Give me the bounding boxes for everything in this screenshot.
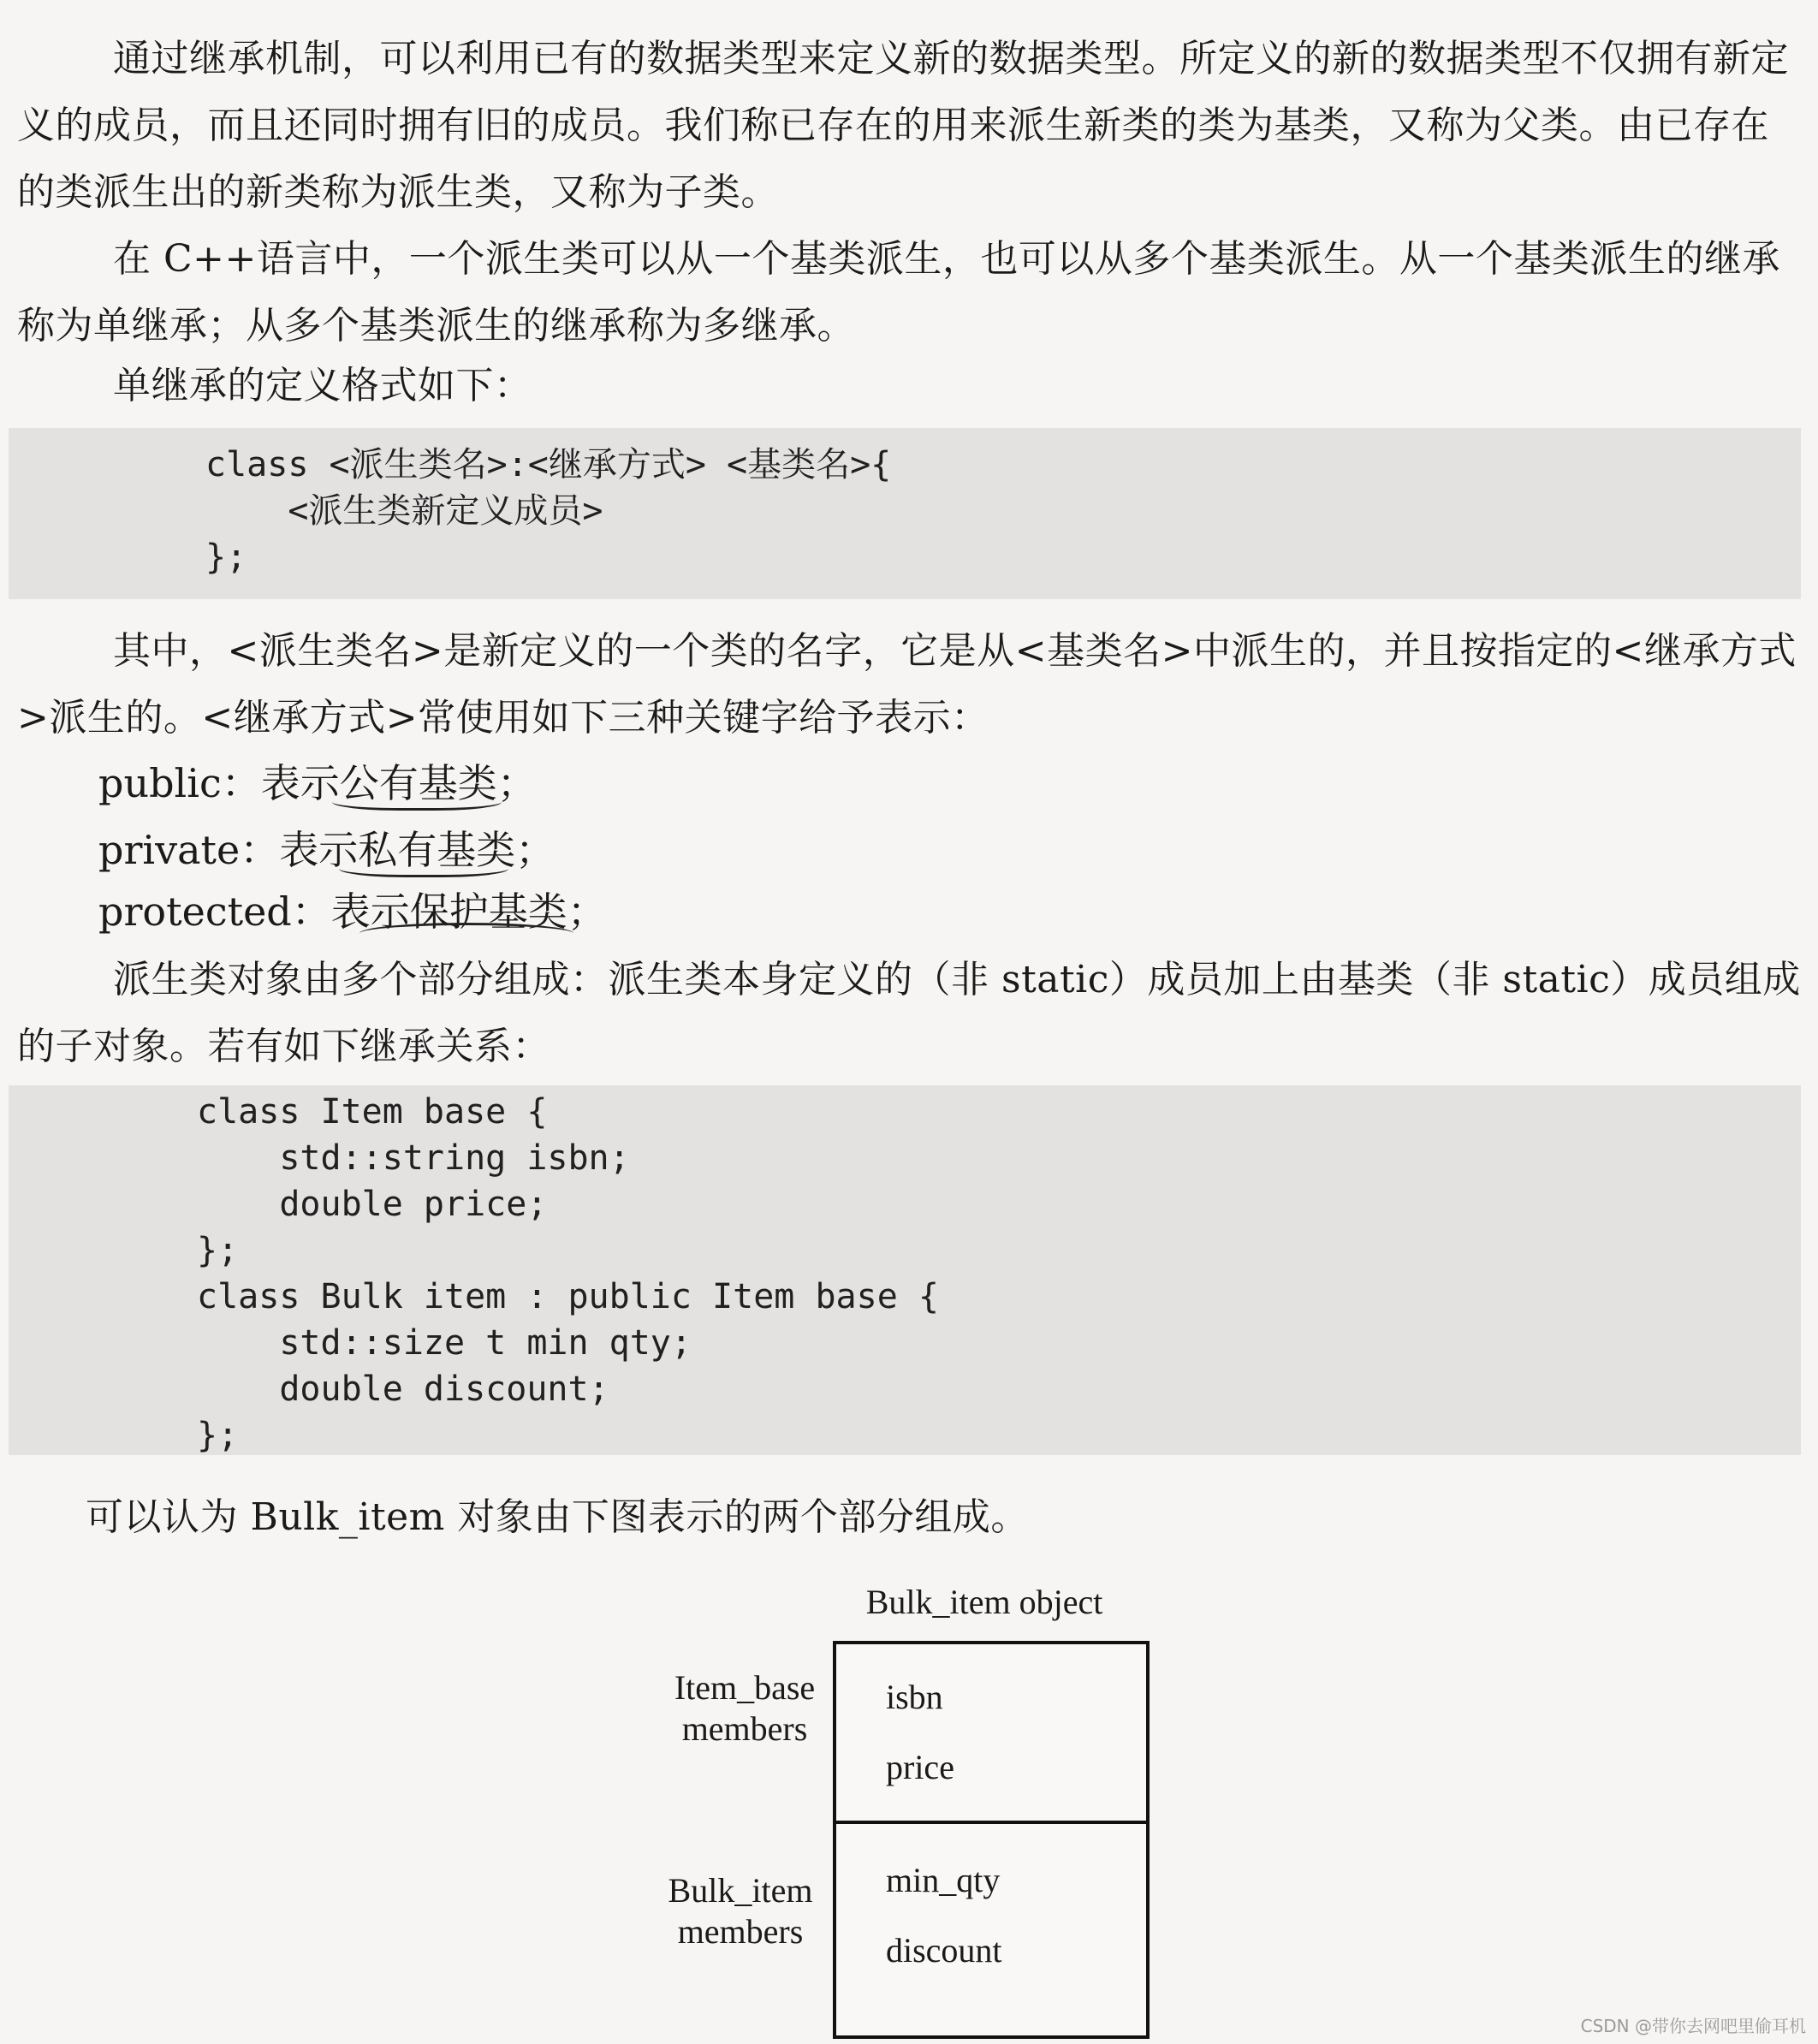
code-block-definition-format (9, 428, 1801, 599)
handwritten-underline (359, 923, 573, 944)
diagram-title: Bulk_item object (865, 1583, 1103, 1621)
handwritten-underline (332, 789, 502, 811)
paragraph-diagram-intro: 可以认为 Bulk_item 对象由下图表示的两个部分组成。 (86, 1495, 1029, 1539)
field-price: price (886, 1748, 954, 1786)
watermark: CSDN @带你去网吧里偷耳机 (1580, 2016, 1806, 2036)
derived-label-line: members (677, 1912, 804, 1951)
code-line: double discount; (197, 1370, 609, 1409)
paragraph-single-inheritance-format: 单继承的定义格式如下： (113, 364, 532, 407)
code-line: }; (197, 1231, 239, 1270)
code-line: class <派生类名>:<继承方式> <基类名>{ (205, 445, 892, 484)
keyword-public: public：表示公有基类； (98, 760, 537, 806)
base-members-label (659, 1667, 830, 1750)
derived-members-label (655, 1870, 826, 1952)
base-label-line: members (681, 1709, 808, 1748)
paragraph-single-multiple-inheritance: 在 C++语言中，一个派生类可以从一个基类派生，也可以从多个基类派生。从一个基类派生的继承称为单继承；从多个基类派生的继承称为多继承。 (17, 237, 1780, 348)
handwritten-underline (339, 856, 508, 877)
base-label-line: Item_base (674, 1668, 816, 1707)
paragraph-inheritance-intro: 通过继承机制，可以利用已有的数据类型来定义新的数据类型。所定义的新的数据类型不仅拥有新定义的成员，而且还同时拥有旧的成员。我们称已存在的用来派生新类的类为基类，又称为父类。由已存在的类派生出的新类称为派生类，又称为子类。 (17, 37, 1789, 214)
code-line: std::string isbn; (197, 1138, 630, 1178)
code-line: double price; (197, 1185, 548, 1224)
field-discount: discount (886, 1931, 1002, 1970)
derived-label-line: Bulk_item (668, 1871, 813, 1910)
paragraph-derived-object-composition: 派生类对象由多个部分组成：派生类本身定义的（非 static）成员加上由基类（非 static）成员组成的子对象。若有如下继承关系： (17, 958, 1801, 1068)
field-isbn: isbn (886, 1678, 943, 1716)
object-box (833, 1641, 1150, 2039)
code-block-class-example (9, 1085, 1801, 1455)
code-line: class Bulk item : public Item base { (197, 1277, 939, 1316)
paragraph-inheritance-explanation: 其中，<派生类名>是新定义的一个类的名字，它是从<基类名>中派生的，并且按指定的<继承方式>派生的。<继承方式>常使用如下三种关键字给予表示： (17, 629, 1797, 740)
code-line: class Item base { (197, 1092, 548, 1132)
field-min-qty: min_qty (886, 1861, 1001, 1899)
code-line: }; (197, 1416, 239, 1455)
keyword-protected: protected：表示保护基类； (98, 888, 607, 935)
section-divider (836, 1821, 1146, 1824)
code-line: <派生类新定义成员> (205, 491, 603, 531)
code-line: }; (205, 538, 247, 577)
keyword-private: private：表示私有基类； (98, 827, 556, 873)
code-line: std::size t min qty; (197, 1323, 692, 1363)
